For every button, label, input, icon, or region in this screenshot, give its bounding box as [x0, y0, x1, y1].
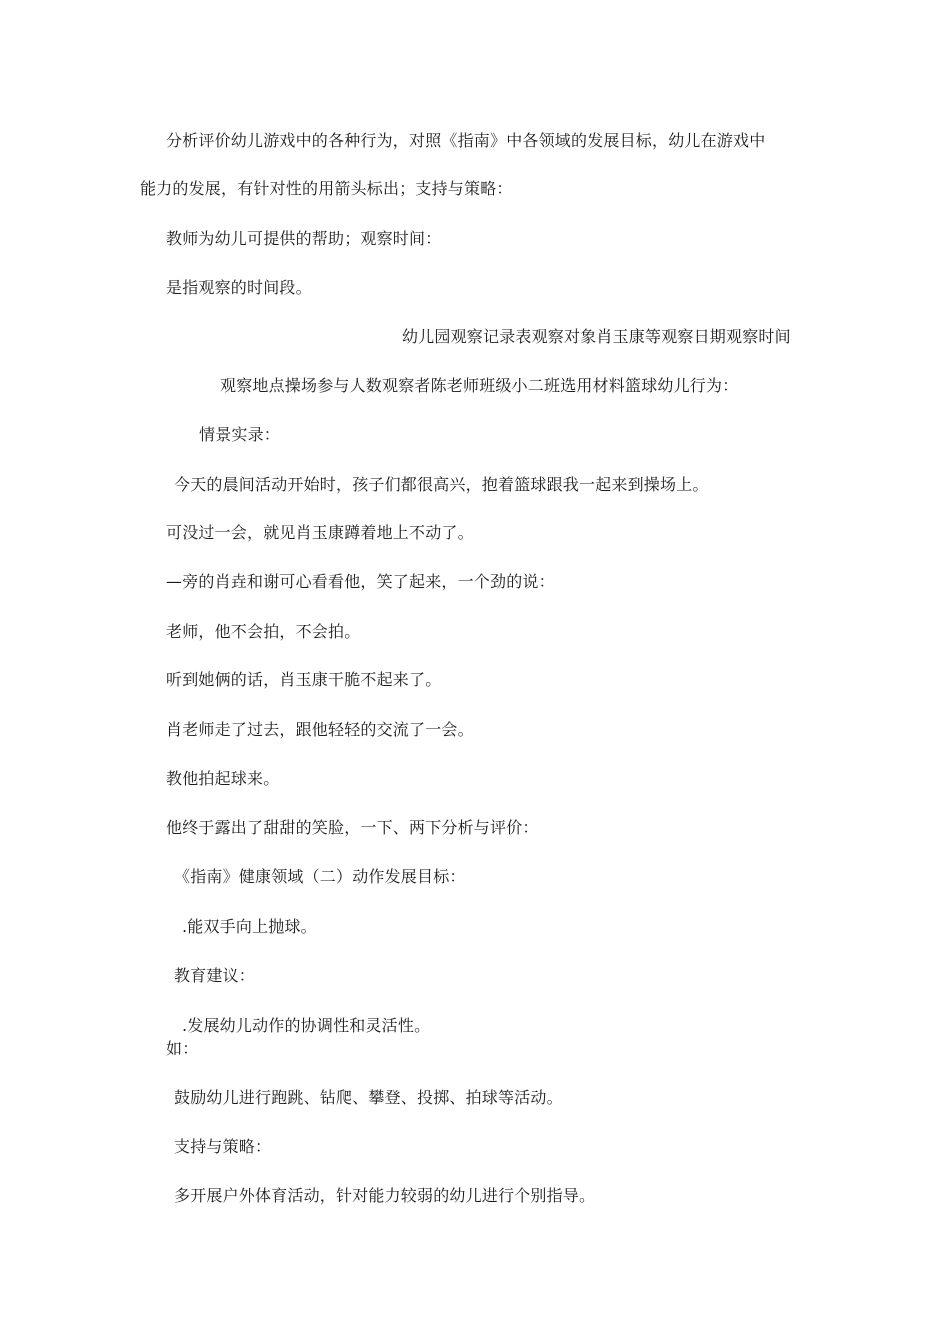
teacher-help-line: 教师为幼儿可提供的帮助；观察时间：: [166, 229, 442, 248]
education-advice-item: .发展幼儿动作的协调性和灵活性。: [182, 1016, 431, 1035]
scene-paragraph-8: 他终于露出了甜甜的笑脸，一下、两下分析与评价：: [166, 818, 539, 837]
scene-paragraph-7: 教他拍起球来。: [166, 769, 280, 788]
scene-paragraph-3: —旁的肖垚和谢可心看看他，笑了起来，一个劲的说：: [166, 572, 555, 591]
scene-paragraph-4: 老师，他不会拍，不会拍。: [166, 622, 361, 641]
support-strategy-heading: 支持与策略：: [174, 1137, 272, 1156]
scene-paragraph-2: 可没过一会，就见肖玉康蹲着地上不动了。: [166, 523, 474, 542]
analysis-instruction-line-1: 分析评价幼儿游戏中的各种行为，对照《指南》中各领域的发展目标，幼儿在游戏中: [166, 131, 766, 150]
analysis-instruction-line-2: 能力的发展，有针对性的用箭头标出；支持与策略：: [140, 179, 513, 198]
scene-paragraph-5: 听到她俩的话，肖玉康干脆不起来了。: [166, 670, 442, 689]
scene-paragraph-1: 今天的晨间活动开始时，孩子们都很高兴，抱着篮球跟我一起来到操场上。: [174, 475, 709, 494]
education-advice-heading: 教育建议：: [174, 966, 256, 985]
observation-time-line: 是指观察的时间段。: [166, 278, 312, 297]
guide-goal-heading: 《指南》健康领域（二）动作发展目标：: [174, 867, 466, 886]
support-strategy-line: 多开展户外体育活动，针对能力较弱的幼儿进行个别指导。: [174, 1186, 596, 1205]
record-table-info-line: 观察地点操场参与人数观察者陈老师班级小二班选用材料篮球幼儿行为：: [220, 376, 739, 395]
example-label: 如：: [166, 1039, 199, 1058]
record-table-title-line: 幼儿园观察记录表观察对象肖玉康等观察日期观察时间: [402, 327, 791, 346]
guide-goal-item: .能双手向上抛球。: [182, 917, 317, 936]
scene-record-heading: 情景实录：: [199, 425, 281, 444]
scene-paragraph-6: 肖老师走了过去，跟他轻轻的交流了一会。: [166, 720, 474, 739]
example-activities-line: 鼓励幼儿进行跑跳、钻爬、攀登、投掷、拍球等活动。: [174, 1088, 563, 1107]
